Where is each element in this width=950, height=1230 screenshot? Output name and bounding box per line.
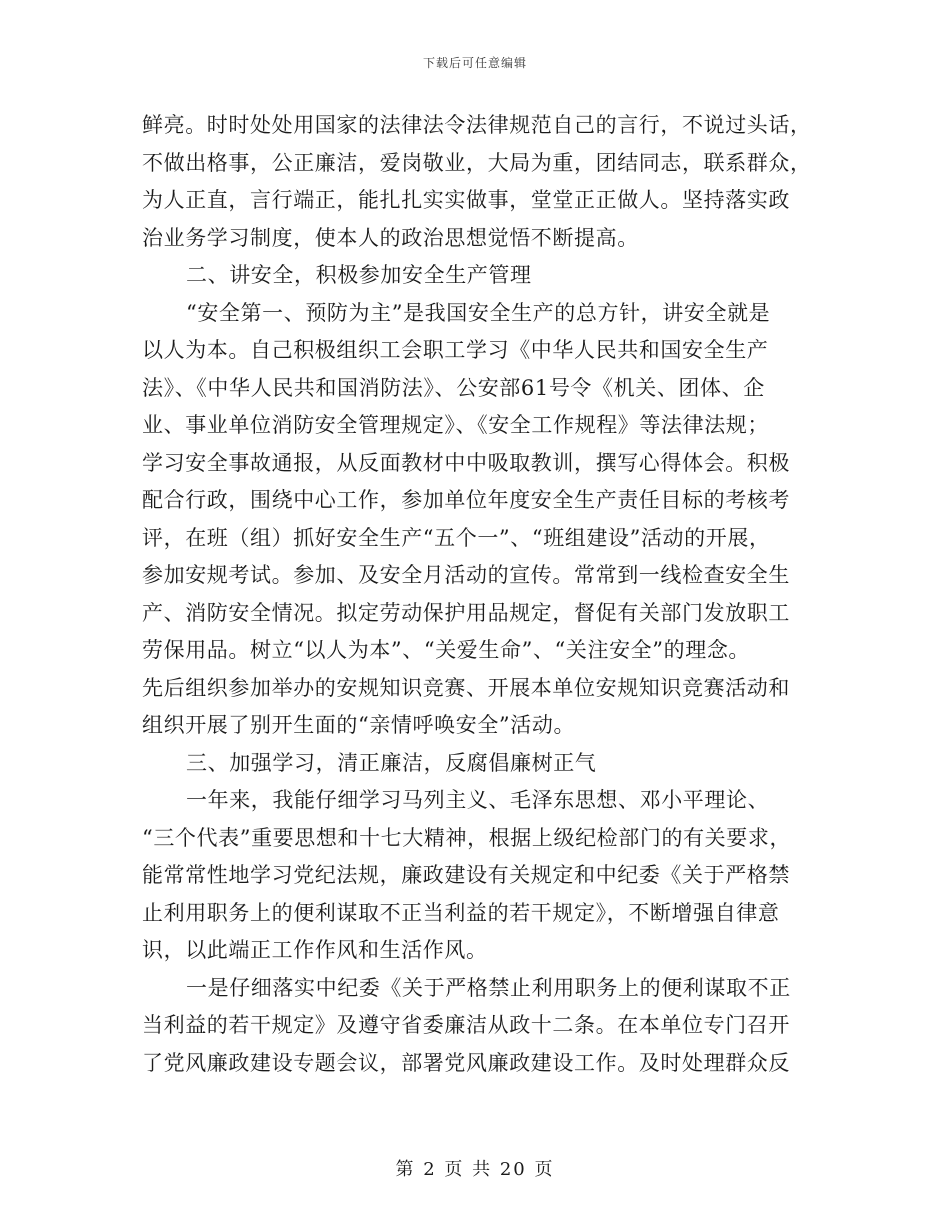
text-line: 参加安规考试。参加、及安全月活动的宣传。常常到一线检查安全生 bbox=[142, 563, 790, 587]
text-line: “安全第一、预防为主”是我国安全生产的总方针，讲安全就是 bbox=[186, 300, 771, 325]
text-line: 鲜亮。时时处处用国家的法律法令法律规范自己的言行，不说过头话， bbox=[142, 113, 812, 137]
text-line: 一年来，我能仔细学习马列主义、毛泽东思想、邓小平理论、 bbox=[186, 788, 770, 812]
text-line: 能常常性地学习党纪法规，廉政建设有关规定和中纪委《关于严格禁 bbox=[142, 863, 790, 887]
text-line: 先后组织参加举办的安规知识竞赛、开展本单位安规知识竞赛活动和 bbox=[142, 675, 790, 700]
body-text bbox=[142, 107, 812, 1082]
text-line: 配合行政，围绕中心工作，参加单位年度安全生产责任目标的考核考 bbox=[142, 488, 790, 512]
section-heading: 三、加强学习，清正廉洁，反腐倡廉树正气 bbox=[186, 750, 597, 775]
text-line: 产、消防安全情况。拟定劳动保护用品规定，督促有关部门发放职工 bbox=[142, 600, 790, 625]
page-number-footer: 第 2 页 共 20 页 bbox=[395, 1159, 555, 1180]
text-line: 组织开展了别开生面的“亲情呼唤安全”活动。 bbox=[142, 713, 576, 737]
text-line: 法》、《中华人民共和国消防法》、公安部61号令《机关、团体、企 bbox=[142, 375, 765, 400]
text-line: 业、事业单位消防安全管理规定》、《安全工作规程》等法律法规； bbox=[142, 413, 769, 437]
text-line: 一是仔细落实中纪委《关于严格禁止利用职务上的便利谋取不正 bbox=[186, 975, 791, 1000]
text-line: 以人为本。自己积极组织工会职工学习《中华人民共和国安全生产 bbox=[142, 338, 769, 362]
text-line: 不做出格事，公正廉洁，爱岗敬业，大局为重，团结同志，联系群众， bbox=[142, 150, 812, 175]
text-line: 学习安全事故通报，从反面教材中中吸取教训，撰写心得体会。积极 bbox=[142, 450, 790, 475]
text-line: 识，以此端正工作作风和生活作风。 bbox=[142, 938, 488, 962]
page-header: 下载后可任意编辑 bbox=[422, 56, 527, 70]
text-line: 评，在班（组）抓好安全生产“五个一”、“班组建设”活动的开展， bbox=[142, 525, 771, 550]
text-line: 当利益的若干规定》及遵守省委廉洁从政十二条。在本单位专门召开 bbox=[142, 1013, 790, 1037]
text-line: 劳保用品。树立“以人为本”、“关爱生命”、“关注安全”的理念。 bbox=[142, 638, 751, 662]
text-line: 治业务学习制度，使本人的政治思想觉悟不断提高。 bbox=[142, 225, 639, 250]
text-line: “三个代表”重要思想和十七大精神，根据上级纪检部门的有关要求， bbox=[142, 825, 792, 850]
text-line: 了党风廉政建设专题会议，部署党风廉政建设工作。及时处理群众反 bbox=[142, 1050, 790, 1075]
text-line: 为人正直，言行端正，能扎扎实实做事，堂堂正正做人。坚持落实政 bbox=[142, 188, 790, 212]
text-line: 止利用职务上的便利谋取不正当利益的若干规定》，不断增强自律意 bbox=[142, 900, 780, 925]
section-heading: 二、讲安全，积极参加安全生产管理 bbox=[186, 263, 532, 287]
